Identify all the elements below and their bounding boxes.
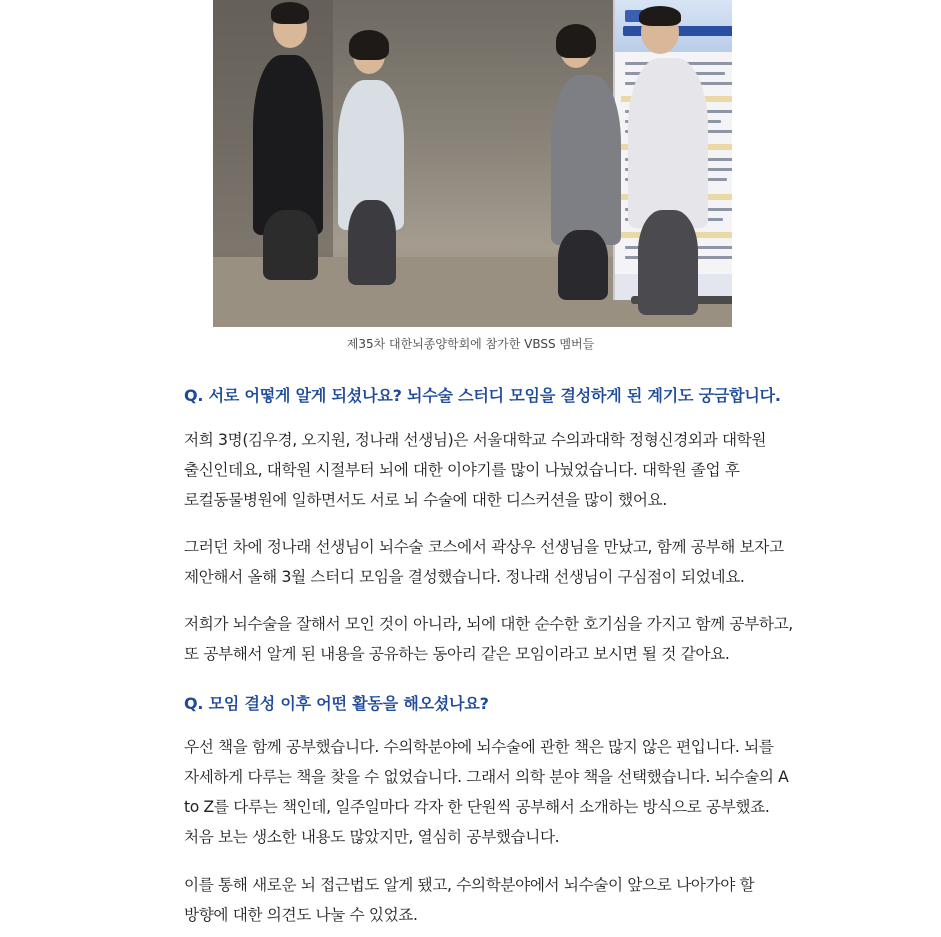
person-4 (628, 58, 708, 228)
person-2-hair (349, 30, 389, 60)
question-1: Q. 서로 어떻게 알게 되셨나요? 뇌수술 스터디 모임을 결성하게 된 계기도 궁금합니다. (184, 386, 781, 405)
text-line: 또 공부해서 알게 된 내용을 공유하는 동아리 같은 모임이라고 보시면 될 것 같아요. (184, 645, 730, 663)
text-line: 방향에 대한 의견도 나눌 수 있었죠. (184, 906, 418, 924)
person-4-legs (638, 210, 698, 315)
answer-2-paragraph-1 (184, 732, 789, 852)
text-line: 로컬동물병원에 일하면서도 서로 뇌 수술에 대한 디스커션을 많이 했어요. (184, 491, 667, 509)
person-1-hair (271, 2, 309, 24)
text-line: 제안해서 올해 3월 스터디 모임을 결성했습니다. 정나래 선생님이 구심점이 되었네요. (184, 568, 745, 586)
text-line: 그러던 차에 정나래 선생님이 뇌수술 코스에서 곽상우 선생님을 만났고, 함께 공부해 보자고 (184, 538, 784, 556)
text-line: 처음 보는 생소한 내용도 많았지만, 열심히 공부했습니다. (184, 828, 560, 846)
person-3-hair (556, 24, 596, 58)
person-1 (253, 55, 323, 235)
person-4-hair (639, 6, 681, 26)
text-line: 저희가 뇌수술을 잘해서 모인 것이 아니라, 뇌에 대한 순수한 호기심을 가지고 함께 공부하고, (184, 615, 793, 633)
answer-1-paragraph-3 (184, 609, 793, 669)
text-line: 우선 책을 함께 공부했습니다. 수의학분야에 뇌수술에 관한 책은 많지 않은 편입니다. 뇌를 (184, 738, 774, 756)
conference-photo (213, 0, 732, 327)
person-3 (551, 75, 621, 245)
person-2-legs (348, 200, 396, 285)
person-1-legs (263, 210, 318, 280)
text-line: to Z를 다루는 책인데, 일주일마다 각자 한 단원씩 공부해서 소개하는 방식으로 공부했죠. (184, 798, 770, 816)
text-line: 이를 통해 새로운 뇌 접근법도 알게 됐고, 수의학분야에서 뇌수술이 앞으로 나아가야 할 (184, 876, 755, 894)
text-line: 저희 3명(김우경, 오지원, 정나래 선생님)은 서울대학교 수의과대학 정형신경외과 대학원 (184, 431, 767, 449)
answer-1-paragraph-2 (184, 532, 784, 592)
answer-2-paragraph-2 (184, 870, 764, 930)
question-2: Q. 모임 결성 이후 어떤 활동을 해오셨나요? (184, 694, 489, 713)
person-3-legs (558, 230, 608, 300)
text-line: 출신인데요, 대학원 시절부터 뇌에 대한 이야기를 많이 나눴었습니다. 대학원 졸업 후 (184, 461, 740, 479)
photo-caption: 제35차 대한뇌종양학회에 참가한 VBSS 멤버들 (346, 337, 595, 351)
answer-1-paragraph-1 (184, 425, 767, 515)
text-line: 자세하게 다루는 책을 찾을 수 없었습니다. 그래서 의학 분야 책을 선택했습니다. 뇌수술의 A (184, 768, 789, 786)
